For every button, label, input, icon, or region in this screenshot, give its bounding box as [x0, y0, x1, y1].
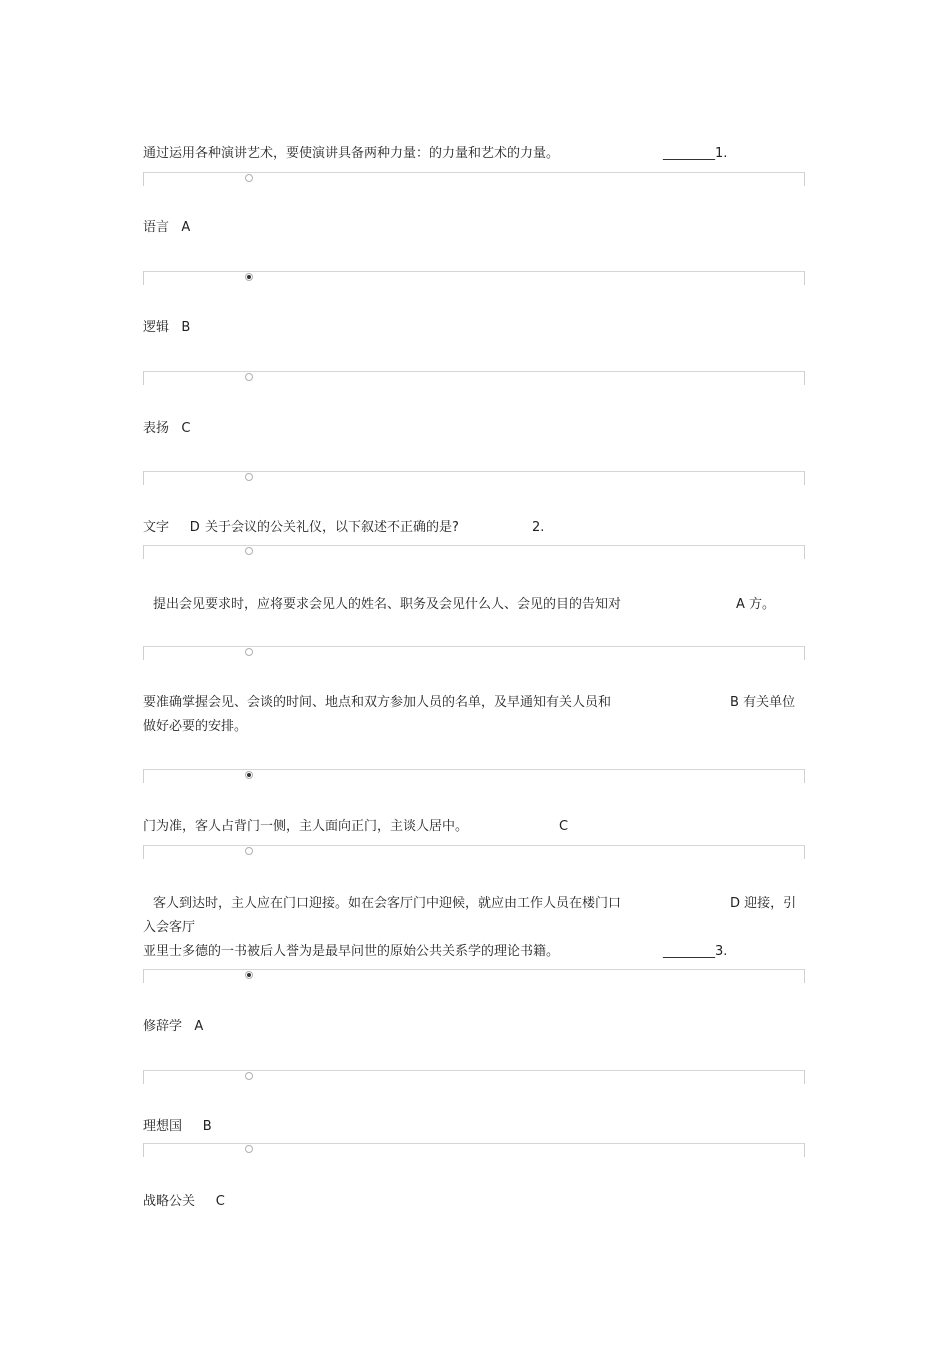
option-frame: [143, 845, 805, 859]
option-frame: [143, 969, 805, 983]
option-letter-q2-c: C: [559, 819, 569, 834]
option-label-q3-a: 修辞学 A: [143, 1019, 204, 1034]
option-frame: [143, 545, 805, 559]
option-text-q2-b-line2: 做好必要的安排。: [143, 719, 248, 734]
radio-button-q2-a[interactable]: [245, 547, 253, 555]
option-text-q2-d-line2: 入会客厅: [143, 920, 196, 935]
option-frame: [143, 1070, 805, 1084]
option-label-q1-a: 语言 A: [143, 220, 191, 235]
option-label-q1-d: 文字 D: [143, 520, 200, 535]
option-frame: [143, 646, 805, 660]
radio-button-q2-b[interactable]: [245, 648, 253, 656]
radio-button-q1-b[interactable]: [245, 273, 253, 281]
radio-button-q3-c[interactable]: [245, 1145, 253, 1153]
radio-button-q1-d[interactable]: [245, 473, 253, 481]
option-frame: [143, 471, 805, 485]
option-label-q1-b: 逻辑 B: [143, 320, 191, 335]
radio-button-q3-b[interactable]: [245, 1072, 253, 1080]
option-label-q3-b: 理想国 B: [143, 1119, 212, 1134]
option-text-q2-d: 客人到达时，主人应在门口迎接。如在会客厅门中迎候，就应由工作人员在楼门口: [153, 896, 622, 911]
option-label-q1-c: 表扬 C: [143, 421, 191, 436]
question-1-number: ________1.: [663, 146, 728, 161]
radio-button-q1-a[interactable]: [245, 174, 253, 182]
question-2-stem: 关于会议的公关礼仪，以下叙述不正确的是?: [205, 520, 459, 535]
question-3-stem: 亚里士多德的一书被后人誉为是最早问世的原始公共关系学的理论书籍。: [143, 944, 560, 959]
option-text-q2-a: 提出会见要求时，应将要求会见人的姓名、职务及会见什么人、会见的目的告知对: [153, 597, 622, 612]
question-2-number: 2.: [532, 520, 545, 535]
option-letter-q2-b: B 有关单位: [730, 695, 796, 710]
option-frame: [143, 769, 805, 783]
option-frame: [143, 172, 805, 186]
question-1-stem: 通过运用各种演讲艺术，要使演讲具备两种力量：的力量和艺术的力量。: [143, 146, 560, 161]
question-3-number: ________3.: [663, 944, 728, 959]
option-letter-q2-a: A 方。: [736, 597, 776, 612]
option-letter-q2-d: D 迎接，引: [730, 896, 797, 911]
option-text-q2-c: 门为准，客人占背门一侧，主人面向正门，主谈人居中。: [143, 819, 469, 834]
option-frame: [143, 271, 805, 285]
option-frame: [143, 1143, 805, 1157]
radio-button-q2-c[interactable]: [245, 771, 253, 779]
option-frame: [143, 371, 805, 385]
option-text-q2-b: 要准确掌握会见、会谈的时间、地点和双方参加人员的名单，及早通知有关人员和: [143, 695, 612, 710]
radio-button-q1-c[interactable]: [245, 373, 253, 381]
option-label-q3-c: 战略公关 C: [143, 1194, 225, 1209]
radio-button-q3-a[interactable]: [245, 971, 253, 979]
radio-button-q2-d[interactable]: [245, 847, 253, 855]
